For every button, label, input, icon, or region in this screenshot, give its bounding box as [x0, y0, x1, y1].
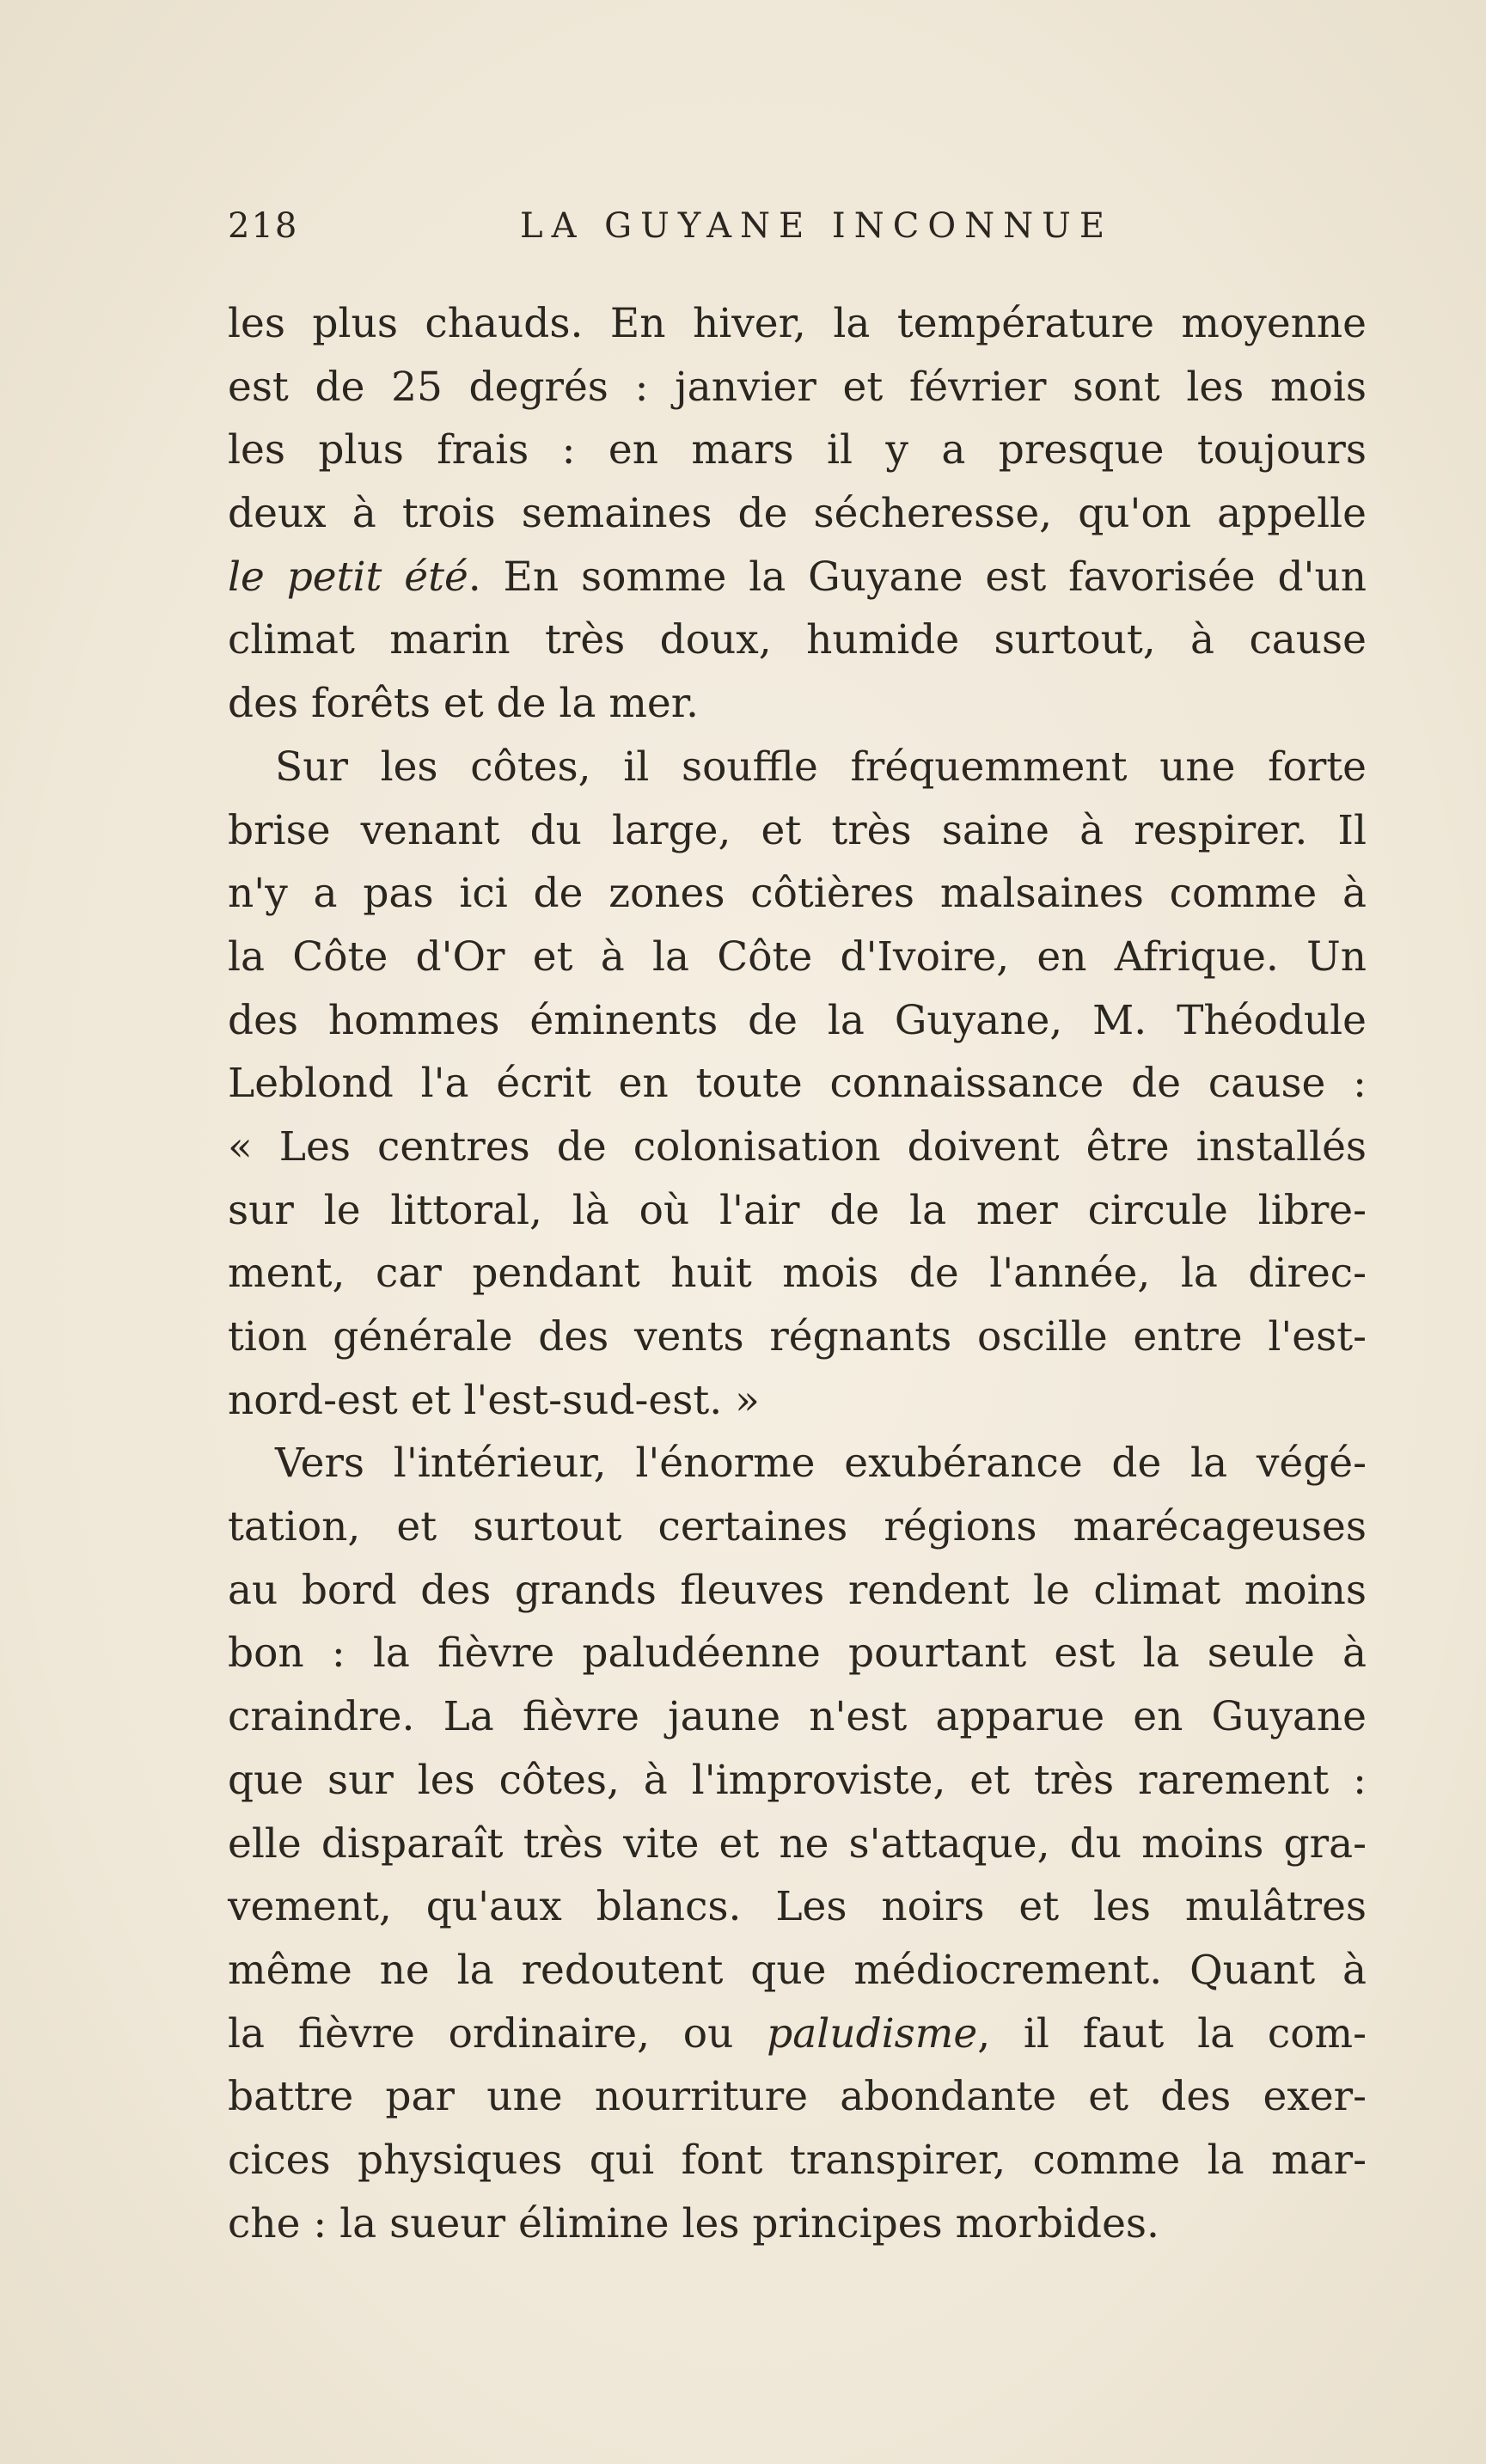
text-line: cices physiques qui font transpirer, comme la mar-	[228, 2136, 1367, 2184]
page-header	[228, 206, 1367, 258]
text-line: la Côte d'Or et à la Côte d'Ivoire, en Afrique. Un	[228, 932, 1367, 981]
italic-phrase: paludisme	[767, 2009, 978, 2057]
text-line: la fièvre ordinaire, ou paludisme, il faut la com-	[228, 2009, 1367, 2057]
text-line-paragraph-start: Vers l'intérieur, l'énorme exubérance de la végé-	[275, 1440, 1367, 1488]
text-line-paragraph-start: Sur les côtes, il souffle fréquemment une forte	[275, 743, 1367, 791]
text-line: bon : la fièvre paludéenne pourtant est la seule à	[228, 1629, 1367, 1678]
text-line: climat marin très doux, humide surtout, à cause	[228, 616, 1367, 664]
text-line: ment, car pendant huit mois de l'année, la direc-	[228, 1250, 1367, 1298]
text-line: des hommes éminents de la Guyane, M. Théodule	[228, 996, 1367, 1044]
text-line: les plus frais : en mars il y a presque toujours	[228, 426, 1367, 474]
text-line: brise venant du large, et très saine à respirer. Il	[228, 806, 1367, 854]
text-line: tion générale des vents régnants oscille entre l'est-	[228, 1313, 1367, 1360]
text-line-italic-phrase: le petit été. En somme la Guyane est favorisée d'un	[228, 553, 1367, 601]
text-line: craindre. La fièvre jaune n'est apparue en Guyane	[228, 1693, 1367, 1741]
text-line: les plus chauds. En hiver, la température moyenne	[228, 300, 1367, 347]
text-line: che : la sueur élimine les principes morbides.	[228, 2199, 1159, 2247]
text-line: est de 25 degrés : janvier et février sont les mois	[228, 363, 1367, 411]
text-line: au bord des grands fleuves rendent le climat moins	[228, 1566, 1367, 1614]
text-line: Leblond l'a écrit en toute connaissance de cause :	[228, 1060, 1367, 1108]
body-text	[228, 292, 1367, 2255]
text-line: sur le littoral, là où l'air de la mer circule libre-	[228, 1186, 1367, 1234]
text-line: que sur les côtes, à l'improviste, et très rarement :	[228, 1756, 1367, 1804]
text-line: battre par une nourriture abondante et des exer-	[228, 2073, 1367, 2121]
text-line: « Les centres de colonisation doivent être installés	[228, 1122, 1367, 1171]
running-title: LA GUYANE INCONNUE	[520, 206, 1114, 246]
text-line: des forêts et de la mer.	[228, 680, 699, 728]
text-line: tation, et surtout certaines régions marécageuses	[228, 1503, 1367, 1551]
text-line: deux à trois semaines de sécheresse, qu'on appelle	[228, 490, 1367, 538]
text-line: n'y a pas ici de zones côtières malsaines comme à	[228, 870, 1367, 918]
page-number: 218	[228, 206, 299, 246]
italic-phrase: le petit été	[228, 553, 468, 601]
text-line: elle disparaît très vite et ne s'attaque, du moins gra-	[228, 1819, 1367, 1868]
text-line: vement, qu'aux blancs. Les noirs et les mulâtres	[228, 1883, 1367, 1931]
text-line: même ne la redoutent que médiocrement. Quant à	[228, 1946, 1367, 1994]
text-line: nord-est et l'est-sud-est. »	[228, 1376, 760, 1424]
